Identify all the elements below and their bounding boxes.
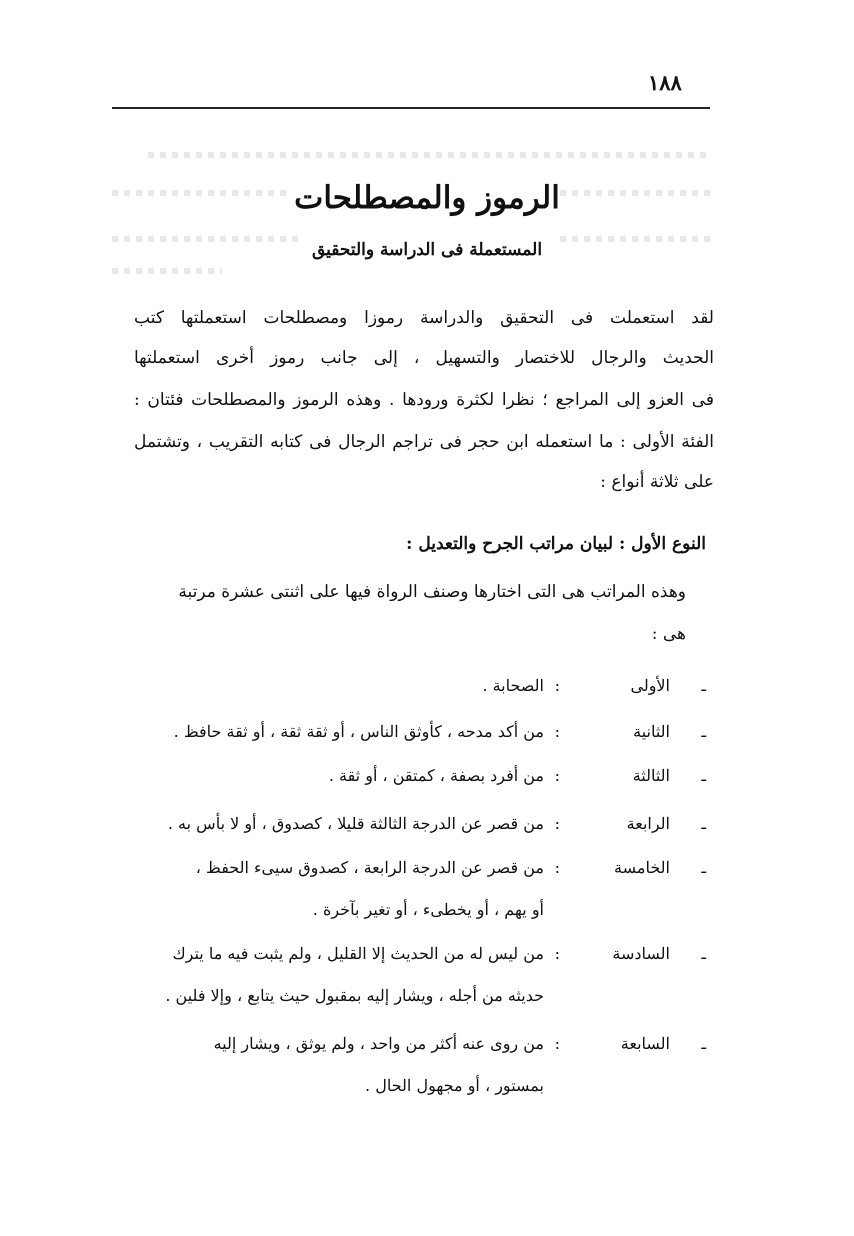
bleed-through-shadow	[112, 268, 222, 274]
intro-line: لقد استعملت فى التحقيق والدراسة رموزا ومصطلحات استعملتها كتب	[134, 308, 714, 328]
page-number: ١٨٨	[648, 70, 682, 95]
rank-description-continued: حديثه من أجله ، ويشار إليه بمقبول حيث يتابع ، وإلا فلين .	[165, 986, 544, 1005]
rank-dash: ـ	[701, 1034, 706, 1053]
rank-dash: ـ	[701, 722, 706, 741]
rank-name: الثالثة	[632, 766, 670, 785]
page-title: الرموز والمصطلحات	[294, 180, 560, 216]
rank-name: الخامسة	[614, 858, 670, 877]
intro-line: الحديث والرجال للاختصار والتسهيل ، إلى جانب رموز أخرى استعملتها	[134, 348, 714, 368]
rank-item	[121, 722, 706, 752]
rank-item	[121, 676, 706, 706]
header-rule	[112, 107, 710, 109]
ranks-intro-line: هى :	[651, 624, 686, 644]
rank-name: السادسة	[612, 944, 670, 963]
section-heading: النوع الأول : لبيان مراتب الجرح والتعديل :	[406, 534, 706, 554]
page-subtitle: المستعملة فى الدراسة والتحقيق	[311, 240, 543, 260]
rank-description: من أكد مدحه ، كأوثق الناس ، أو ثقة ثقة ، أو ثقة حافظ .	[173, 722, 544, 741]
rank-colon: :	[554, 766, 560, 785]
intro-line: الفئة الأولى : ما استعمله ابن حجر فى تراجم الرجال فى كتابه التقريب ، وتشتمل	[134, 432, 714, 452]
rank-name: الثانية	[633, 722, 670, 741]
rank-description-continued: أو يهم ، أو يخطىء ، أو تغير بآخرة .	[312, 900, 544, 919]
rank-name: الرابعة	[626, 814, 670, 833]
rank-item	[121, 944, 706, 1005]
rank-description: من أفرد بصفة ، كمتقن ، أو ثقة .	[328, 766, 544, 785]
rank-colon: :	[554, 722, 560, 741]
rank-dash: ـ	[701, 766, 706, 785]
rank-dash: ـ	[701, 944, 706, 963]
rank-colon: :	[554, 944, 560, 963]
rank-name: السابعة	[620, 1034, 670, 1053]
rank-colon: :	[554, 814, 560, 833]
rank-description: من قصر عن الدرجة الثالثة قليلا ، كصدوق ، أو لا بأس به .	[167, 814, 544, 833]
rank-dash: ـ	[701, 814, 706, 833]
rank-description: الصحابة .	[482, 676, 544, 695]
bleed-through-shadow	[148, 152, 708, 158]
rank-description: من ليس له من الحديث إلا القليل ، ولم يثبت فيه ما يترك	[172, 944, 544, 963]
rank-colon: :	[554, 858, 560, 877]
rank-item	[121, 858, 706, 919]
rank-colon: :	[554, 1034, 560, 1053]
rank-item	[121, 766, 706, 796]
rank-name: الأولى	[630, 676, 670, 695]
rank-item	[121, 1034, 706, 1095]
rank-item	[121, 814, 706, 844]
rank-description: من روى عنه أكثر من واحد ، ولم يوثق ، ويشار إليه	[213, 1034, 544, 1053]
intro-line: على ثلاثة أنواع :	[600, 472, 714, 492]
rank-dash: ـ	[701, 858, 706, 877]
rank-description-continued: بمستور ، أو مجهول الحال .	[365, 1076, 544, 1095]
intro-line: فى العزو إلى المراجع ؛ نظرا لكثرة ورودها . وهذه الرموز والمصطلحات فئتان :	[134, 390, 714, 410]
rank-description: من قصر عن الدرجة الرابعة ، كصدوق سيىء الحفظ ،	[195, 858, 544, 877]
rank-colon: :	[554, 676, 560, 695]
ranks-intro-line: وهذه المراتب هى التى اختارها وصنف الرواة فيها على اثنتى عشرة مرتبة	[178, 582, 686, 602]
rank-dash: ـ	[701, 676, 706, 695]
